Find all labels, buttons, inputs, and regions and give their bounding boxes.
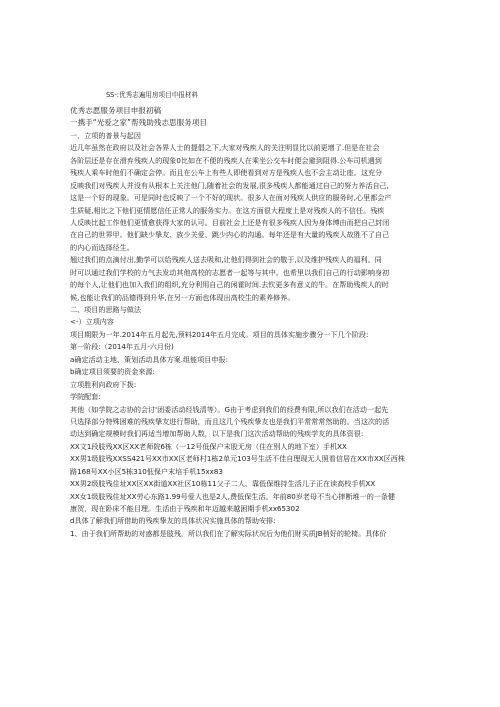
text-line: 一携手“光爱之家”帮残助残志思服务项目 [70, 118, 207, 128]
text-line: 的每个人,让他们也加入我们的组织,充分利用自己的闲霍时间.去钦更多有意义的牛。在帮助残疾人的时 [70, 280, 389, 290]
text-line: 人反映比起工作他们更情愈获得大家的认可。目前社会上还是有很多残疾人因为身体缚由而把自己封闭 [70, 217, 390, 227]
text-line: 候,也能让我们的品德得到升华,在另一方面也体现出高校生的素养修养。 [70, 292, 295, 302]
text-line: 路168号XX小区5栋310低保户末培手机15xx83 [70, 466, 223, 476]
text-line: 各阶层还是存在滑弃残疾人的现象0比如在不便的残疾人在乘坐公交车时便会避到阻得.公车司机遇到 [70, 155, 382, 165]
text-line: 优秀志愿服务项目申报初稿 [70, 106, 162, 115]
text-line: XX男2级肢残住址XX区XX街道XX社区10栋11父子二人、靠低保维持生活儿子正在读高校手机XX [70, 479, 376, 489]
text-line: 残疾人乘车时他们不确定会停。而且在公车上有些人即使看到对方是残疾人也不会主动让座。这充分 [70, 168, 383, 178]
text-line: 反映我们对残疾人并没有从根本上关注他门,随着社会的发展,很多残疾人都能通过自己的努力养活自己, [70, 180, 389, 190]
text-line: 近几年虽然在政府以及社会各界人士的提倡之下,大家对残疾人的关注明显比以前更增了.但是在社会 [70, 143, 380, 153]
text-line: 其他（如学院之志协的会讨'团委活动经钱清等）。G由于考虑到我们的经费有限,所以我们在活动一起先 [70, 404, 389, 414]
text-line: 项目期限为一年.2014年五月起先,预料2014年五月完成。项目的具体实施步骤分一下几个阶段: [70, 329, 369, 339]
text-line: XX女1级肢残住址XX劳心东路1.99号爱人也是2人,费低保生活。年前80岁老母不当心摔断堆一的一条健 [70, 491, 396, 501]
text-line: b确定项目须要的资金来源: [70, 367, 155, 377]
text-line: a确定活动主地、策划活动具体方案.组能项目申报: [70, 354, 228, 364]
text-line: 一、立项的普景与起因 [70, 130, 141, 140]
text-line: 翘过我们的点滴付出,勤学可以给残疾人送去吸和,让他们得到社会的敬于,以及维护残疾人的福利。同 [70, 255, 382, 265]
text-line: 立项胜利向政府下拨: [70, 379, 137, 389]
text-line: 1、由于我们所帮助的对惑都是肢残，所以我们在了解实际状况后为他们财买质JB梢好的轮椅。具体价 [70, 528, 387, 538]
text-line: 在自己的世界甲。他们缺少挚友、族少关爱、跳少内心的沟通。每年还是有大量的残疾人故胜不了自己 [70, 230, 390, 240]
text-line: <-）立项内容 [70, 317, 114, 327]
text-line: 时可以通过我们学校的力气去发动其他高校的志愿者一起等与其中。也希里以我们自己的行动影响身初 [70, 267, 390, 277]
document-header: SS-:优秀志遍用房项目申报材料 [106, 91, 199, 99]
text-line: 学院配套: [70, 392, 101, 402]
text-line: 这是一个好的现象。可是同时也反映了一个不好的现状。很多人在面对残疾人供应的服务时,心里都会产 [70, 193, 392, 203]
text-line: 二、项目的思路与做法 [70, 305, 141, 314]
text-line: 只选择部分特殊困难的残疾挚友进行帮助，而且这几个残疾挚友也是我们平常常常然助的。当这次的活 [70, 416, 390, 426]
text-line: XX男1级肢残XXSS421号XX市XX区老师村1栋2单元103号生活不佳自理现无人照看信居在XX市XX区西株 [70, 454, 405, 464]
text-line: 康贺，现在卧床不能目理。生活由于残疾和年迈越来越困期手机xx65302 [70, 504, 300, 513]
text-line: 生质疑,相比之下他们更情愿信任正常人的服务实力。在这方面很大程度上是对残疾人的不信任。残疾 [70, 205, 385, 215]
text-line: XX文1段肢残XX区XX老师院6栋（一12号低保户末股无房（住在别人的地下室）手机XX [70, 441, 347, 451]
text-line: d具体了解我们所借助的残疾挚友的具体状况实施具体的帮助安排: [70, 516, 276, 526]
document-body [70, 105, 442, 540]
text-line: 的内心而选择径生。 [70, 242, 134, 252]
text-line: 第一阶段:（2014年五月-六月份) [70, 342, 174, 352]
text-line: 动达到确定规模时我们再适当增加帮助人数，以下是我门这次活动帮助的残疾学友的具体资很: [70, 429, 364, 439]
